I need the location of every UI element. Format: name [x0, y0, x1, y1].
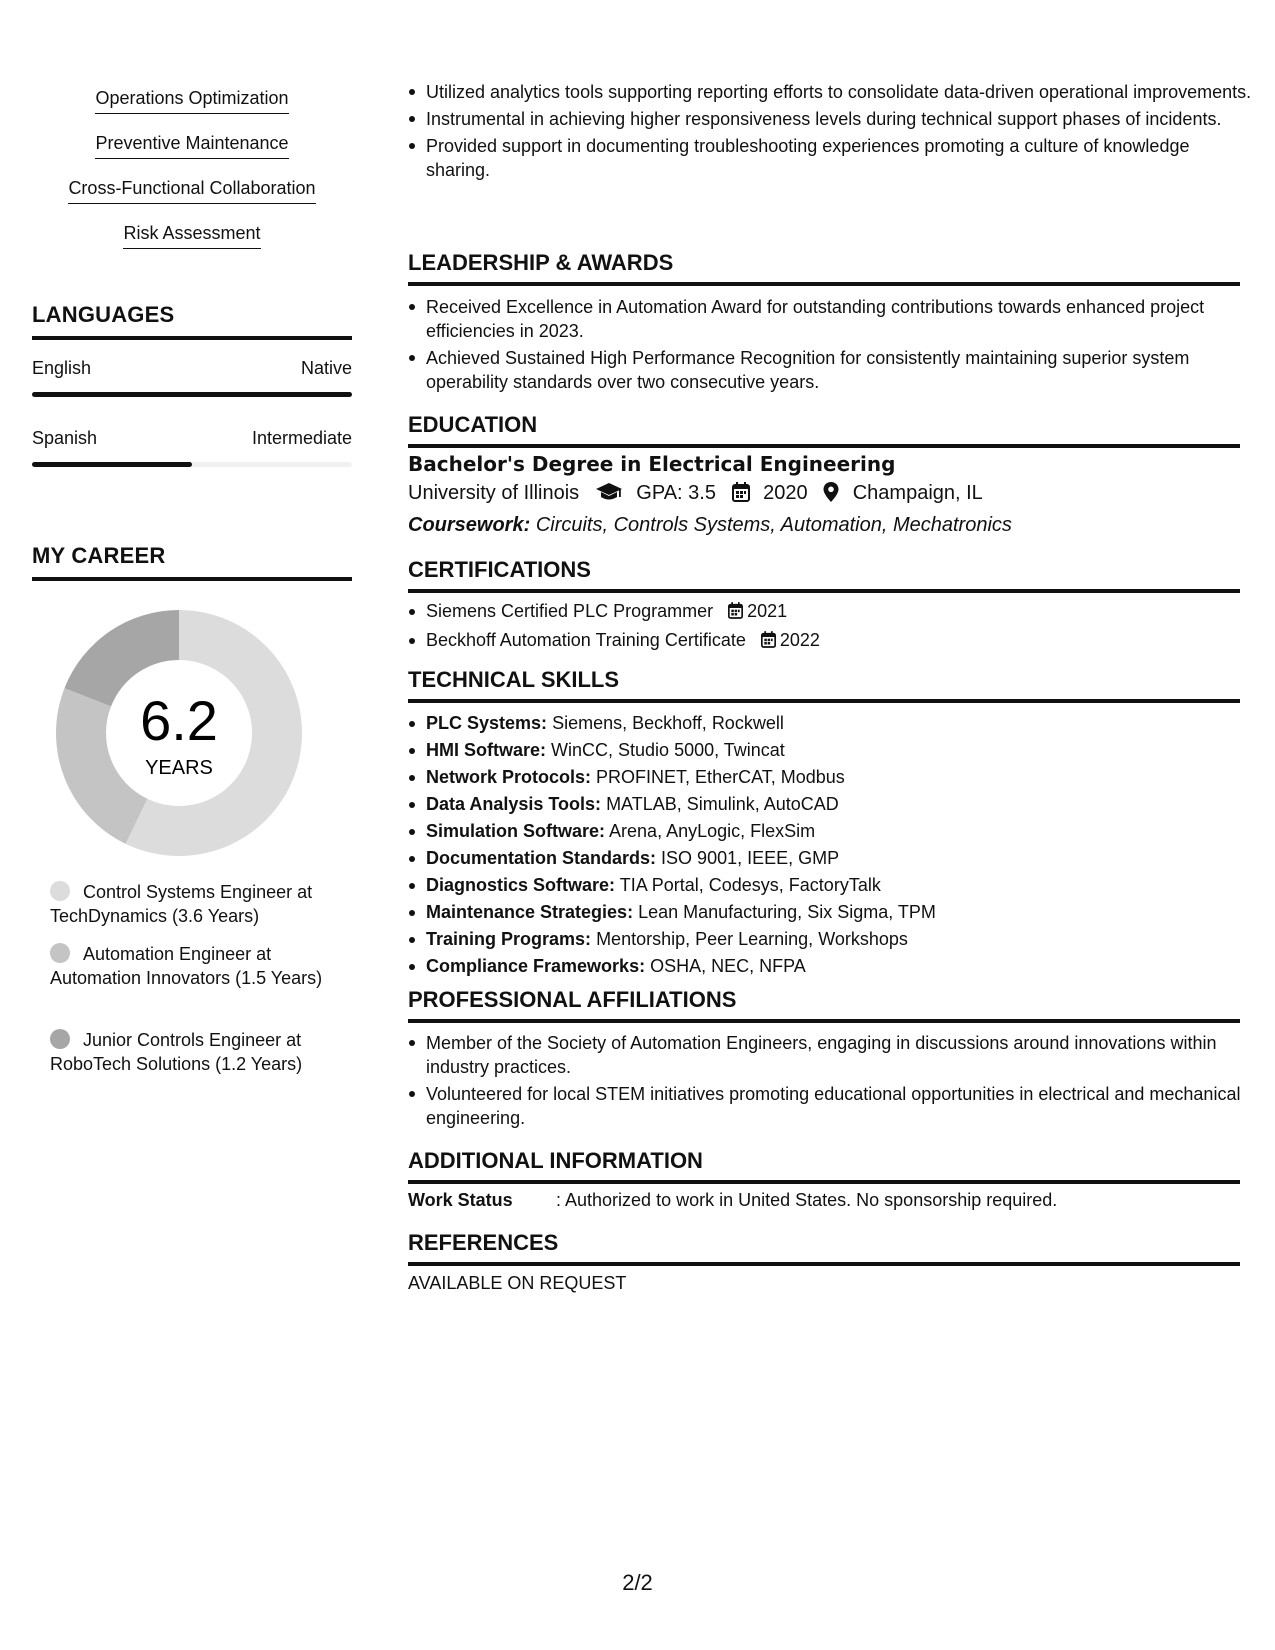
skill-tag-label: Risk Assessment: [123, 221, 260, 249]
calendar-icon: [732, 482, 750, 508]
list-item: Volunteered for local STEM initiatives promoting educational opportunities in electrical and mechanical engineering.: [426, 1082, 1258, 1130]
degree-title: Bachelor's Degree in Electrical Engineering: [408, 452, 896, 476]
skill-category: Maintenance Strategies:: [426, 902, 634, 922]
skill-values: PROFINET, EtherCAT, Modbus: [596, 767, 845, 787]
calendar-icon: [728, 600, 743, 627]
affiliations-list: [408, 1031, 1258, 1133]
skill-item: [426, 737, 1258, 764]
leadership-heading: LEADERSHIP & AWARDS: [408, 250, 1240, 286]
language-proficiency-fill: [32, 462, 192, 467]
career-heading: MY CAREER: [32, 543, 352, 581]
skill-values: Siemens, Beckhoff, Rockwell: [552, 713, 784, 733]
list-item: Member of the Society of Automation Engineers, engaging in discussions around innovations within industry practices.: [426, 1031, 1258, 1079]
graduation-cap-icon: [595, 482, 623, 508]
certification-year: 2022: [779, 630, 820, 650]
school-location: Champaign, IL: [852, 482, 983, 504]
certifications-heading: CERTIFICATIONS: [408, 557, 1240, 593]
experience-bullets: [408, 80, 1258, 185]
language-name: English: [32, 358, 92, 378]
education-heading: EDUCATION: [408, 412, 1240, 448]
career-total-unit: YEARS: [145, 757, 213, 779]
career-legend-item: [50, 942, 340, 990]
skill-values: TIA Portal, Codesys, FactoryTalk: [619, 875, 881, 895]
skill-values: Arena, AnyLogic, FlexSim: [609, 821, 816, 841]
donut-segment-2: [56, 688, 147, 844]
skill-values: OSHA, NEC, NFPA: [650, 956, 806, 976]
skill-item: [426, 710, 1258, 737]
gpa: GPA: 3.5: [636, 482, 716, 504]
career-donut-chart: [56, 610, 302, 856]
list-item: Utilized analytics tools supporting reporting efforts to consolidate data-driven operational improvements.: [426, 80, 1258, 104]
skill-category: HMI Software:: [426, 740, 547, 760]
career-role-label: Automation Engineer at Automation Innovators (1.5 Years): [50, 944, 323, 988]
skill-item: [426, 926, 1258, 953]
skill-category: Simulation Software:: [426, 821, 606, 841]
skill-tag: [32, 221, 352, 249]
work-status-row: [408, 1190, 1057, 1211]
technical-skills-list: [408, 710, 1258, 980]
affiliations-heading: PROFESSIONAL AFFILIATIONS: [408, 987, 1240, 1023]
skill-tag-label: Cross-Functional Collaboration: [68, 176, 315, 204]
list-item: Achieved Sustained High Performance Recognition for consistently maintaining superior system operability standards over two consecutive years.: [426, 346, 1258, 394]
skill-values: Lean Manufacturing, Six Sigma, TPM: [638, 902, 936, 922]
certification-name: Beckhoff Automation Training Certificate: [426, 630, 746, 650]
work-status-value: : Authorized to work in United States. No sponsorship required.: [556, 1190, 1058, 1210]
skill-item: [426, 791, 1258, 818]
skill-values: Mentorship, Peer Learning, Workshops: [596, 929, 908, 949]
calendar-icon: [761, 629, 776, 656]
career-legend-item: [50, 1028, 340, 1076]
skill-item: [426, 764, 1258, 791]
technical-skills-heading: TECHNICAL SKILLS: [408, 667, 1240, 703]
certifications-list: [408, 598, 1258, 656]
skill-values: ISO 9001, IEEE, GMP: [661, 848, 840, 868]
skill-item: [426, 872, 1258, 899]
certification-item: [426, 598, 1258, 627]
certification-year: 2021: [747, 601, 788, 621]
additional-info-heading: ADDITIONAL INFORMATION: [408, 1148, 1240, 1184]
school-name: University of Illinois: [408, 482, 580, 504]
list-item: Instrumental in achieving higher responsiveness levels during technical support phases of incidents.: [426, 107, 1258, 131]
skill-category: Data Analysis Tools:: [426, 794, 602, 814]
skill-item: [426, 953, 1258, 980]
skill-item: [426, 899, 1258, 926]
language-proficiency-bar: [32, 462, 352, 467]
leadership-list: [408, 295, 1258, 397]
language-level: Intermediate: [251, 428, 352, 448]
coursework-label: Coursework:: [408, 514, 531, 536]
skill-category: Compliance Frameworks:: [426, 956, 646, 976]
skill-item: [426, 845, 1258, 872]
skill-tag: [32, 86, 352, 114]
location-pin-icon: [823, 482, 839, 508]
list-item: Provided support in documenting troubleshooting experiences promoting a culture of knowledge sharing.: [426, 134, 1258, 182]
skill-category: Network Protocols:: [426, 767, 592, 787]
language-proficiency-fill: [32, 392, 352, 397]
skill-category: Documentation Standards:: [426, 848, 657, 868]
career-total-value: 6.2: [140, 689, 218, 752]
references-heading: REFERENCES: [408, 1230, 1240, 1266]
education-details: [408, 482, 983, 508]
legend-dot: [50, 881, 70, 901]
skill-item: [426, 818, 1258, 845]
career-role-label: Control Systems Engineer at TechDynamics (3.6 Years): [50, 882, 313, 926]
work-status-label: Work Status: [408, 1190, 513, 1210]
coursework-line: [408, 514, 1012, 537]
coursework-list: Circuits, Controls Systems, Automation, Mechatronics: [535, 514, 1012, 536]
career-legend-item: [50, 880, 340, 928]
language-proficiency-bar: [32, 392, 352, 397]
skill-category: Training Programs:: [426, 929, 592, 949]
language-name: Spanish: [32, 428, 98, 448]
languages-heading: LANGUAGES: [32, 302, 352, 340]
skill-tag: [32, 131, 352, 159]
graduation-year: 2020: [763, 482, 808, 504]
skill-category: Diagnostics Software:: [426, 875, 616, 895]
certification-name: Siemens Certified PLC Programmer: [426, 601, 714, 621]
references-text: AVAILABLE ON REQUEST: [408, 1273, 627, 1293]
legend-dot: [50, 943, 70, 963]
list-item: Received Excellence in Automation Award for outstanding contributions towards enhanced project efficiencies in 2023.: [426, 295, 1258, 343]
skill-tag-label: Preventive Maintenance: [95, 131, 288, 159]
skill-values: MATLAB, Simulink, AutoCAD: [606, 794, 839, 814]
skill-tag: [32, 176, 352, 204]
page-number: 2/2: [622, 1570, 653, 1595]
skill-tag-label: Operations Optimization: [95, 86, 288, 114]
legend-dot: [50, 1029, 70, 1049]
language-level: Native: [300, 358, 352, 378]
skill-values: WinCC, Studio 5000, Twincat: [551, 740, 785, 760]
career-role-label: Junior Controls Engineer at RoboTech Solutions (1.2 Years): [50, 1030, 303, 1074]
certification-item: [426, 627, 1258, 656]
skill-category: PLC Systems:: [426, 713, 548, 733]
